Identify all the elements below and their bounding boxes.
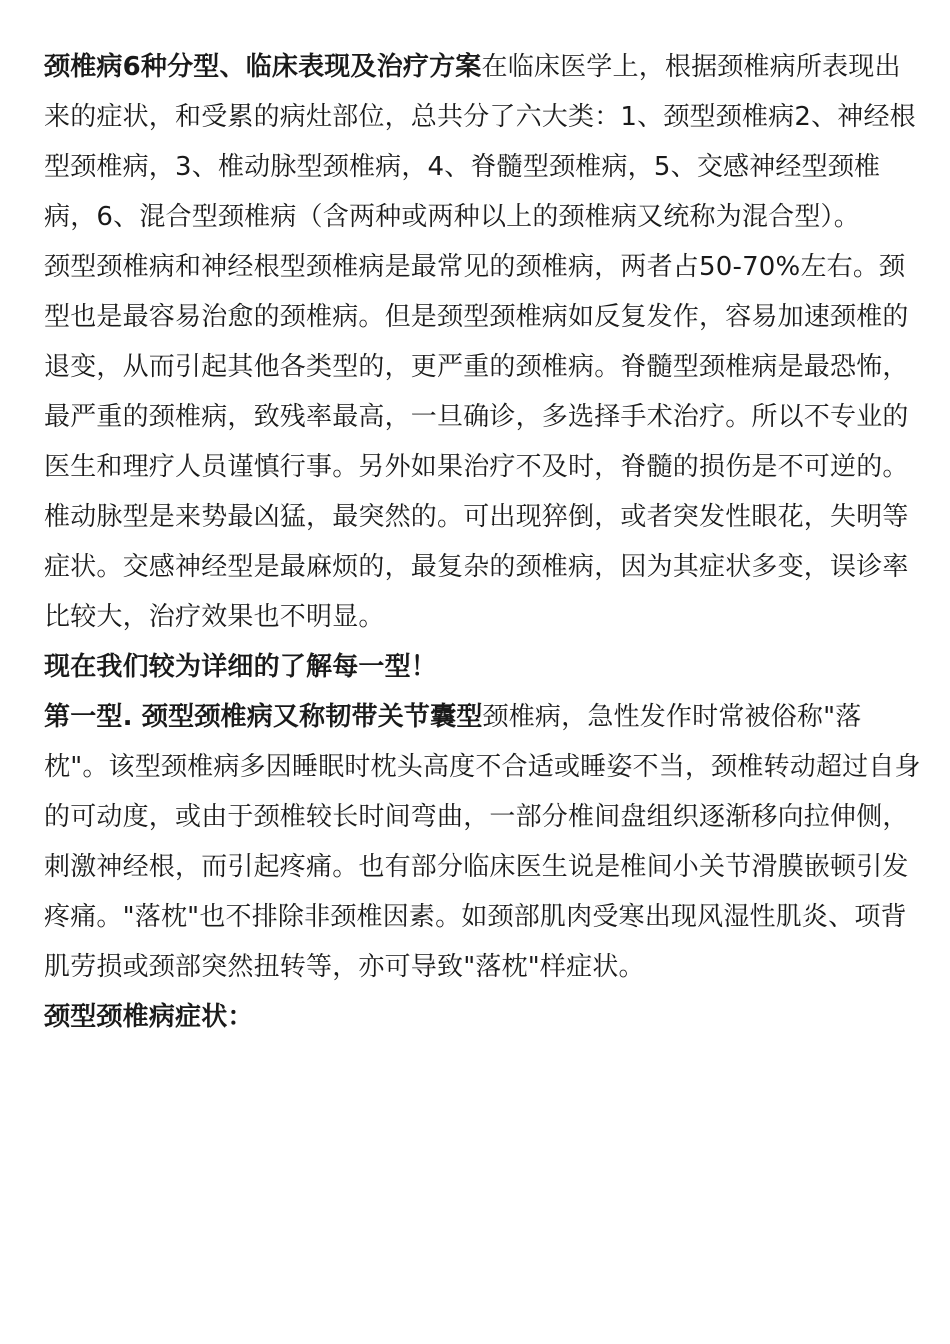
type-one-paragraph	[44, 692, 924, 992]
overview-paragraph: 颈型颈椎病和神经根型颈椎病是最常见的颈椎病，两者占50-70%左右。颈型也是最容易治愈的颈椎病。但是颈型颈椎病如反复发作，容易加速颈椎的退变，从而引起其他各类型的，更严重的颈椎病。脊髓型颈椎病是最恐怖，最严重的颈椎病，致残率最高，一旦确诊，多选择手术治疗。所以不专业的医生和理疗人员谨慎行事。另外如果治疗不及时，脊髓的损伤是不可逆的。椎动脉型是来势最凶猛，最突然的。可出现猝倒，或者突发性眼花，失明等症状。交感神经型是最麻烦的，最复杂的颈椎病，因为其症状多变，误诊率比较大，治疗效果也不明显。	[44, 252, 909, 632]
intro-paragraph	[44, 42, 924, 242]
document-page	[44, 42, 924, 1042]
symptoms-heading: 颈型颈椎病症状：	[44, 1002, 254, 1032]
type-one-title: 第一型. 颈型颈椎病又称韧带关节囊型	[44, 702, 483, 732]
type-one-text: 颈椎病，急性发作时常被俗称"落枕"。该型颈椎病多因睡眠时枕头高度不合适或睡姿不当，颈椎转动超过自身的可动度，或由于颈椎较长时间弯曲，一部分椎间盘组织逐渐移向拉伸侧，刺激神经根，而引起疼痛。也有部分临床医生说是椎间小关节滑膜嵌顿引发疼痛。"落枕"也不排除非颈椎因素。如颈部肌肉受寒出现风湿性肌炎、项背肌劳损或颈部突然扭转等，亦可导致"落枕"样症状。	[44, 702, 921, 982]
document-title: 颈椎病6种分型、临床表现及治疗方案	[44, 52, 482, 82]
intro-text: 在临床医学上，根据颈椎病所表现出来的症状，和受累的病灶部位，总共分了六大类：1、颈型颈椎病2、神经根型颈椎病，3、椎动脉型颈椎病，4、脊髓型颈椎病，5、交感神经型颈椎病，6、混合型颈椎病（含两种或两种以上的颈椎病又统称为混合型）。	[44, 52, 916, 232]
section-heading: 现在我们较为详细的了解每一型！	[44, 652, 438, 682]
